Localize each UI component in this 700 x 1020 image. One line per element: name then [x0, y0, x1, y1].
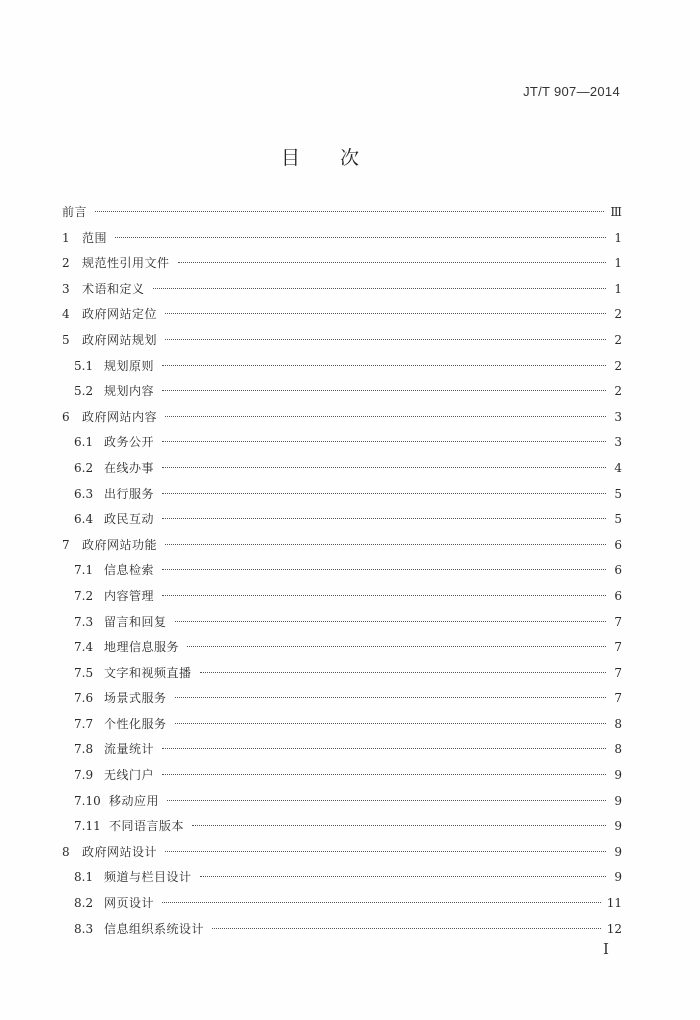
toc-entry-label: 范围 [82, 230, 108, 245]
toc-dot-leader [178, 262, 606, 263]
toc-dot-leader [162, 748, 606, 749]
toc-entry-number: 7.11 [74, 819, 101, 834]
toc-dot-leader [162, 902, 601, 903]
toc-dot-leader [175, 621, 606, 622]
toc-entry [62, 635, 622, 661]
toc-entry-number: 6.3 [74, 486, 94, 501]
toc-entry-page: 7 [614, 665, 622, 680]
toc-dot-leader [165, 313, 606, 314]
toc-entry-number: 7.6 [74, 691, 94, 706]
toc-entry-label: 留言和回复 [104, 614, 167, 629]
toc-entry [62, 661, 622, 687]
toc-entry-label: 内容管理 [104, 588, 155, 603]
toc-entry-page: 9 [614, 870, 622, 885]
toc-entry-number: 6 [62, 409, 70, 424]
toc-entry [62, 891, 622, 917]
toc-dot-leader [162, 493, 606, 494]
toc-entry-page: 6 [614, 537, 622, 552]
toc-entry [62, 737, 622, 763]
toc-entry-number: 8 [62, 844, 70, 859]
toc-entry-label: 场景式服务 [104, 691, 167, 706]
toc-dot-leader [165, 416, 606, 417]
toc-entry-page: 9 [614, 819, 622, 834]
toc-dot-leader [165, 851, 606, 852]
toc-entry-number: 8.3 [74, 921, 94, 936]
toc-dot-leader [95, 211, 604, 212]
toc-title: 目次 [280, 147, 399, 169]
toc-entry-number: 7.1 [74, 563, 94, 578]
toc-entry-label: 规划内容 [104, 384, 155, 399]
toc-dot-leader [212, 928, 601, 929]
toc-entry-page: 1 [614, 256, 622, 271]
toc-entry [62, 584, 622, 610]
toc-entry [62, 251, 622, 277]
toc-entry-label: 出行服务 [104, 486, 155, 501]
toc-dot-leader [153, 288, 606, 289]
toc-entry-page: 1 [614, 281, 622, 296]
toc-entry-number: 1 [62, 230, 70, 245]
toc-dot-leader [175, 697, 606, 698]
toc-dot-leader [200, 672, 606, 673]
toc-entry-number: 8.1 [74, 870, 94, 885]
toc-entry-page: 3 [614, 409, 622, 424]
toc-entry-page: 2 [614, 307, 622, 322]
toc-entry-number: 6.2 [74, 460, 94, 475]
toc-entry-number: 8.2 [74, 896, 94, 911]
toc-entry-number: 7.3 [74, 614, 94, 629]
toc-dot-leader [162, 595, 606, 596]
toc-entry-page: 9 [614, 844, 622, 859]
toc-entry-label: 政府网站功能 [82, 537, 158, 552]
toc-dot-leader [200, 876, 606, 877]
toc-entry [62, 456, 622, 482]
toc-dot-leader [162, 774, 606, 775]
toc-dot-leader [167, 800, 606, 801]
toc-entry [62, 533, 622, 559]
toc-entry-label: 移动应用 [109, 793, 160, 808]
toc-entry-label: 术语和定义 [82, 281, 145, 296]
toc-entry-label: 在线办事 [104, 460, 155, 475]
toc-entry-page: 7 [614, 691, 622, 706]
toc-entry [62, 328, 622, 354]
toc-entry [62, 865, 622, 891]
toc-entry [62, 507, 622, 533]
toc-entry-label: 政民互动 [104, 512, 155, 527]
toc-entry-page: 7 [614, 614, 622, 629]
toc-entry-number: 6.4 [74, 512, 94, 527]
toc-entry [62, 917, 622, 943]
toc-dot-leader [162, 441, 606, 442]
toc-dot-leader [165, 339, 606, 340]
toc-entry-number: 2 [62, 256, 70, 271]
toc-entry [62, 712, 622, 738]
toc-entry-page: 6 [614, 588, 622, 603]
toc-entry-label: 规范性引用文件 [82, 256, 170, 271]
toc-entry-label: 政府网站定位 [82, 307, 158, 322]
toc-entry-label: 个性化服务 [104, 716, 167, 731]
toc-entry-page: 8 [614, 716, 622, 731]
toc-entry-page: 2 [614, 358, 622, 373]
toc-entry-label: 地理信息服务 [104, 640, 180, 655]
toc-entry-label: 网页设计 [104, 896, 155, 911]
toc-dot-leader [162, 365, 606, 366]
toc-entry-number: 7.8 [74, 742, 94, 757]
toc-entry-number: 7.4 [74, 640, 94, 655]
toc-entry-number: 7.9 [74, 768, 94, 783]
toc-entry-number: 7.2 [74, 588, 94, 603]
toc-entry [62, 277, 622, 303]
toc-entry-label: 频道与栏目设计 [104, 870, 192, 885]
toc-entry-label: 无线门户 [104, 768, 155, 783]
toc-entry [62, 379, 622, 405]
toc-entry [62, 814, 622, 840]
toc-entry-label: 政府网站内容 [82, 409, 158, 424]
toc-dot-leader [162, 518, 606, 519]
toc-entry-number: 6.1 [74, 435, 94, 450]
toc-entry-number: 7 [62, 537, 70, 552]
toc-entry-page: 1 [614, 230, 622, 245]
toc-entry-number: 4 [62, 307, 70, 322]
toc-entry [62, 302, 622, 328]
toc-entry-label: 信息组织系统设计 [104, 921, 205, 936]
toc-entry-number: 3 [62, 281, 70, 296]
toc-entry-number: 5.1 [74, 358, 94, 373]
toc-dot-leader [165, 544, 606, 545]
toc-entry-page: 6 [614, 563, 622, 578]
toc-entry [62, 354, 622, 380]
toc-entry [62, 200, 622, 226]
document-code: JT/T 907—2014 [523, 84, 620, 99]
toc-entry [62, 430, 622, 456]
toc-entry-page: 8 [614, 742, 622, 757]
toc-entry-number: 7.10 [74, 793, 101, 808]
toc-entry-label: 不同语言版本 [109, 819, 185, 834]
toc-entry [62, 558, 622, 584]
toc-entry-label: 政务公开 [104, 435, 155, 450]
toc-entry [62, 840, 622, 866]
toc-entry-label: 文字和视频直播 [104, 665, 192, 680]
toc-entry-page: 12 [606, 921, 622, 936]
toc-entry-number: 7.5 [74, 665, 94, 680]
toc-entry-number: 7.7 [74, 716, 94, 731]
toc-entry-page: 11 [606, 896, 622, 911]
toc-entry-page: 9 [614, 793, 622, 808]
toc-entry-page: 4 [614, 460, 622, 475]
toc-entry-page: Ⅲ [610, 205, 622, 219]
toc-entry [62, 789, 622, 815]
toc-entry-page: 2 [614, 384, 622, 399]
toc-entry-page: 3 [614, 435, 622, 450]
page-number: I [603, 940, 609, 958]
toc-entry-label: 政府网站设计 [82, 844, 158, 859]
toc-entry-number: 5 [62, 332, 70, 347]
toc-dot-leader [115, 237, 606, 238]
toc-dot-leader [162, 390, 606, 391]
toc-entry-label: 流量统计 [104, 742, 155, 757]
toc-entry-page: 5 [614, 512, 622, 527]
toc-entry-page: 9 [614, 768, 622, 783]
table-of-contents [62, 200, 622, 942]
toc-entry-label: 信息检索 [104, 563, 155, 578]
toc-entry [62, 226, 622, 252]
toc-dot-leader [187, 646, 606, 647]
toc-entry-label: 前言 [62, 205, 88, 219]
toc-entry [62, 405, 622, 431]
toc-dot-leader [162, 569, 606, 570]
toc-dot-leader [192, 825, 606, 826]
toc-dot-leader [162, 467, 606, 468]
toc-entry-label: 政府网站规划 [82, 332, 158, 347]
toc-entry [62, 763, 622, 789]
toc-entry-page: 5 [614, 486, 622, 501]
toc-entry-number: 5.2 [74, 384, 94, 399]
toc-entry [62, 686, 622, 712]
toc-entry [62, 610, 622, 636]
toc-entry-label: 规划原则 [104, 358, 155, 373]
toc-entry [62, 482, 622, 508]
toc-entry-page: 7 [614, 640, 622, 655]
toc-entry-page: 2 [614, 332, 622, 347]
toc-dot-leader [175, 723, 606, 724]
